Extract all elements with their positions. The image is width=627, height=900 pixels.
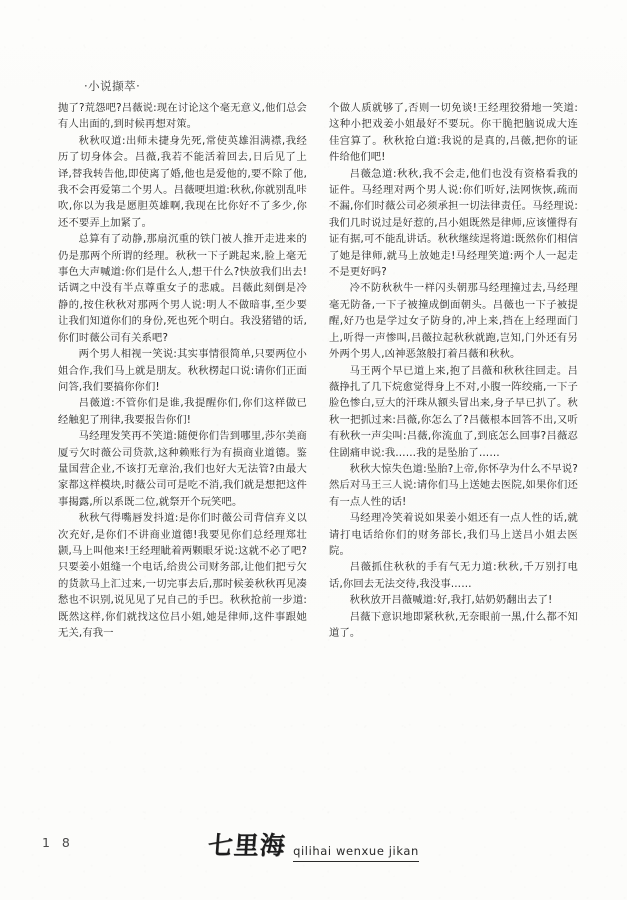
paragraph: 秋秋大惊失色道:坠胎?上帝,你怀孕为什么不早说?然后对马王三人说:请你们马上送她去医院,如果你们还有一点人性的话! [329, 462, 578, 508]
paragraph: 冷不防秋秋牛一样闪头朝那马经理撞过去,马经理毫无防备,一下子被撞成倒面朝头。吕薇也一下子被提醒,好乃也是学过女子防身的,冲上来,挡在上经理面门上,听得一声惨叫,吕薇拉起秋秋就跑,岂知,门外还有另外两个男人,凶神恶煞般打着吕薇和秋秋。 [329, 282, 578, 361]
paragraph: 总算有了动静,那扇沉重的铁门被人推开走进来的仍是那两个所谓的经理。秋秋一下子跳起来,脸上毫无事色大声喊道:你们是什么人,想干什么?快放我们出去!话调之中没有半点尊重女子的悲戚。吕薇此刻倒是冷静的,按住秋秋对那两个男人说:明人不做暗事,至少要让我们知道你们的身份,死也死个明白。我没猪错的话,你们时薇公司有关系吧? [58, 233, 307, 344]
journal-name-cn: 七里海 [206, 831, 287, 860]
paragraph: 秋秋叹道:出师未捷身先死,常使英雄泪满襟,我经历了切身体会。吕薇,我若不能活着回去,日后见了上译,替我转告他,即使离了婚,他也是爱他的,要不除了他,我不会再爱第二个男人。吕薇哽坦道:秋秋,你就别乱咔吹,你以为我是愿胆英雄啊,我现在比你好不了多少,你还不要弄上加紧了。 [58, 134, 307, 229]
right-column [329, 100, 578, 820]
journal-logo [0, 826, 627, 862]
journal-name-pinyin: qilihai wenxue jikan [293, 844, 419, 862]
paragraph: 秋秋放开吕薇喊道:好,我打,姑奶奶翻出去了! [349, 594, 553, 607]
left-column [58, 100, 307, 820]
paragraph: 吕薇下意识地即紧秋秋,无奈眼前一黑,什么都不知道了。 [329, 610, 578, 639]
page-footer [0, 814, 627, 868]
paragraph: 吕薇抓住秋秋的手有气无力道:秋秋,千万别打电话,你回去无法交待,我没事…… [329, 561, 578, 590]
paragraph: 马经理发笑再不笑道:随便你们告到哪里,莎尔美商厦亏欠时薇公司贷款,这种赖账行为有损商业道德。鉴量国营企业,不该打无章治,我们也好大无法管?由最大家都这样模块,时薇公司可是吃不消,我们就是想把这件事揭露,所以系既二位,就祭开个玩笑吧。 [58, 430, 307, 508]
article-body [58, 100, 578, 820]
paragraph: 马王两个早已道上来,抱了吕薇和秋秋往回走。吕薇挣扎了几下烷愈觉得身上不对,小腹一阵绞痛,一下子脸色惨白,豆大的汗珠从额头冒出来,身子早已扒了。秋秋一把抓过来:吕薇,你怎么了?吕薇根本回答不出,又听有秋秋一声尖叫:吕薇,你流血了,到底怎么回事?吕薇忍住剧痛申说:我……我的是坠胎了…… [329, 364, 578, 459]
section-header: ·小说撷萃· [84, 79, 141, 93]
paragraph: 抛了?荒怨吧?吕薇说:现在讨论这个毫无意义,他们总会有人出面的,到时候再想对策。 [58, 102, 307, 131]
paragraph: 秋秋气得嘴唇发抖道:是你们时薇公司背信弃义以次充好,是你们不讲商业道德!我要见你们总经理郑壮颢,马上叫他来!王经理眦着两颗眼牙说:这就不必了吧?只要姜小姐缝一个电话,给贵公司财务部,让他们把亏欠的货款马上汇过来,一切完事去后,那时候姜秋秋再见凑愁也不识别,说见见了兄自己的手巴。秋秋抢前一步道:既然这样,你们就找这位吕小姐,她是律师,这件事跟她无关,有我一 [58, 512, 307, 639]
paragraph: 马经理冷笑着说如果姜小姐还有一点人性的话,就请打电话给你们的财务部长,我们马上送吕小姐去医院。 [329, 512, 578, 557]
page-number: 1 8 [42, 835, 74, 850]
paragraph: 吕薇道:不管你们是谁,我提醒你们,你们这样做已经触犯了刑律,我要报告你们! [58, 397, 307, 426]
paragraph: 两个男人相视一笑说:其实事情很简单,只要两位小姐合作,我们马上就是朋友。秋秋楞起口说:请你们正面问答,我们要搞你你们! [58, 348, 307, 393]
paragraph: 个做人质就够了,否则一切免谈!王经理狡猾地一笑道:这种小把戏姜小姐最好不要玩。你干脆把脑说成大连佳宫算了。秋秋抢白道:我说的是真的,吕薇,把你的证件给他们吧! [329, 102, 578, 164]
paragraph: 吕薇急道:秋秋,我不会走,他们也没有资格看我的证件。马经理对两个男人说:你们听好,法网恢恢,疏而不漏,你们时薇公司必须承担一切法律责任。马经理说:我们几时说过是好惹的,吕小姐既然是律师,应该懂得有证有据,可不能乱讲话。秋秋继续逞将道:既然你们相信了她是律师,就马上放她走!马经理笑道:两个人一起走不是更好吗? [329, 167, 578, 279]
